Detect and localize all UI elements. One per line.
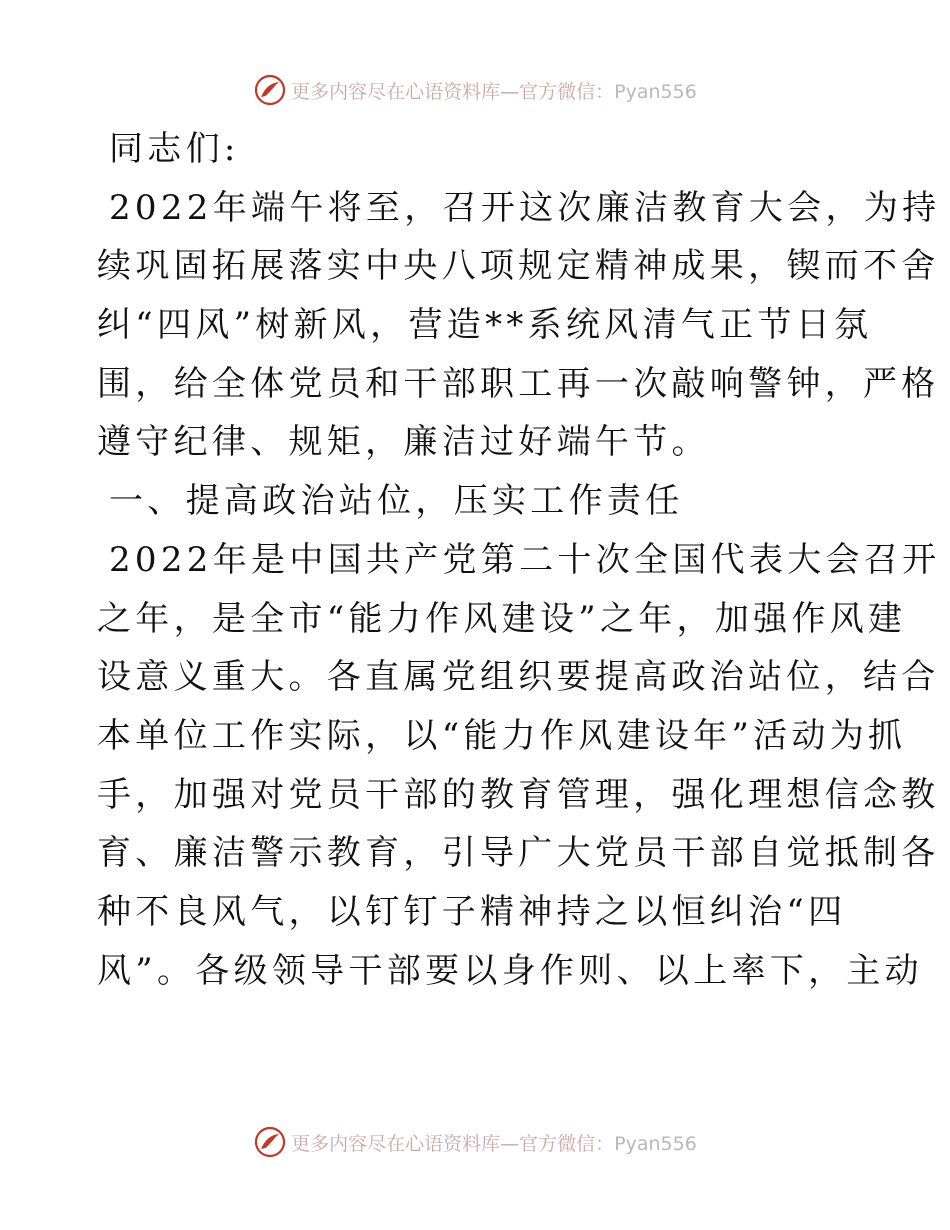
paragraph-line: 围，给全体党员和干部职工再一次敲响警钟，严格 (97, 363, 940, 404)
paragraph-line: 纠“四风”树新风，营造**系统风清气正节日氛 (97, 305, 873, 346)
paragraph-line: 育、廉洁警示教育，引导广大党员干部自觉抵制各 (97, 833, 940, 874)
paragraph-line: 2022年是中国共产党第二十次全国代表大会召开 (109, 539, 941, 580)
paragraph-line: 2022年端午将至，召开这次廉洁教育大会，为持 (109, 187, 941, 228)
brand-logo-icon (253, 73, 287, 107)
paragraph-line: 之年，是全市“能力作风建设”之年，加强作风建 (97, 598, 907, 639)
paragraph-line: 设意义重大。各直属党组织要提高政治站位，结合 (97, 657, 940, 698)
footer-banner (0, 1122, 950, 1162)
wechat-id: Pyan556 (614, 1132, 697, 1155)
paragraph-line: 遵守纪律、规矩，廉洁过好端午节。 (97, 422, 710, 463)
paragraph-line: 风”。各级领导干部要以身作则、以上率下，主动 (97, 950, 923, 991)
header-banner-text: 更多内容尽在心语资料库—官方微信：Pyan556 (291, 80, 697, 103)
section-heading: 一、提高政治站位，压实工作责任 (109, 481, 684, 522)
paragraph-line: 手，加强对党员干部的教育管理，强化理想信念教 (97, 774, 940, 815)
wechat-id: Pyan556 (614, 80, 697, 103)
footer-banner-text: 更多内容尽在心语资料库—官方微信：Pyan556 (291, 1132, 697, 1155)
header-banner (0, 70, 950, 110)
paragraph-line: 续巩固拓展落实中央八项规定精神成果，锲而不舍 (97, 246, 940, 287)
paragraph-line: 种不良风气，以钉钉子精神持之以恒纠治“四 (97, 891, 847, 932)
salutation: 同志们: (109, 129, 240, 169)
paragraph-line: 本单位工作实际，以“能力作风建设年”活动为抓 (97, 715, 907, 756)
document-body (97, 120, 941, 1000)
brand-logo-icon (253, 1125, 287, 1159)
